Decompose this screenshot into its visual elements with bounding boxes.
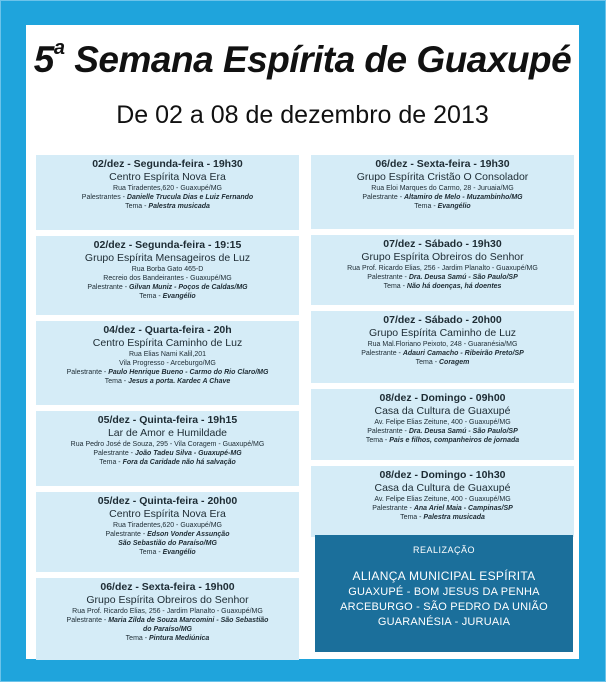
event-card (36, 409, 299, 486)
event-address: Rua Pedro José de Souza, 295 - Vila Coragem - Guaxupé/MG (70, 441, 265, 448)
poster-subtitle: De 02 a 08 de dezembro de 2013 (116, 101, 489, 129)
event-date: 06/dez - Sexta-feira - 19h00 (100, 581, 235, 593)
event-date: 05/dez - Quinta-feira - 20h00 (97, 495, 238, 507)
event-topic: Tema - Não há doenças, há doentes (383, 283, 502, 290)
realizacao-line: GUARANÉSIA - JURUAIA (377, 616, 511, 628)
realizacao-line: ALIANÇA MUNICIPAL ESPÍRITA (352, 569, 536, 583)
event-address: Rua Elias Nami Kalil,201 (128, 351, 207, 358)
event-card (311, 464, 574, 537)
event-speaker: Palestrante - Maria Zilda de Souza Marcomini - São Sebastião (66, 617, 269, 624)
event-speaker-2: São Sebastião do Paraíso/MG (118, 540, 217, 547)
event-topic: Tema - Palestra musicada (125, 203, 210, 210)
event-venue: Casa da Cultura de Guaxupé (374, 482, 511, 494)
event-address-2: Recreio dos Bandeirantes - Guaxupé/MG (103, 275, 232, 282)
event-venue: Centro Espírita Nova Era (109, 508, 226, 520)
event-date: 04/dez - Quarta-feira - 20h (103, 324, 232, 336)
event-card (311, 153, 574, 229)
event-speaker: Palestrante - Edson Vonder Assunção (105, 531, 230, 538)
poster-title: 5$^a$ Semana Espírita de Guaxupé (33, 37, 572, 80)
event-venue: Grupo Espírita Obreiros do Senhor (86, 594, 249, 606)
event-topic: Tema - Fora da Caridade não há salvação (99, 459, 236, 466)
event-speaker: Palestrante - João Tadeu Silva - Guaxupé-MG (93, 450, 242, 457)
event-address: Rua Eloi Marques do Carmo, 28 - Juruaia/MG (371, 185, 514, 192)
events-column-left (36, 153, 299, 664)
event-date: 08/dez - Domingo - 10h30 (379, 469, 506, 481)
realizacao-heading: REALIZAÇÃO (412, 545, 475, 555)
event-speaker: Palestrante - Dra. Deusa Samú - São Paulo/SP (367, 274, 518, 281)
event-topic: Tema - Jesus a porta. Kardec A Chave (104, 378, 231, 385)
realizacao-box (315, 535, 573, 652)
event-date: 07/dez - Sábado - 20h00 (383, 314, 502, 326)
event-date: 06/dez - Sexta-feira - 19h30 (375, 158, 510, 170)
event-card (36, 576, 299, 660)
event-speaker-2: do Paraíso/MG (142, 626, 192, 633)
event-venue: Grupo Espírita Cristão O Consolador (356, 171, 529, 183)
events-column-right (311, 153, 574, 541)
event-venue: Casa da Cultura de Guaxupé (374, 405, 511, 417)
event-speaker: Palestrante - Gilvan Muniz - Poços de Caldas/MG (87, 284, 248, 291)
event-venue: Grupo Espírita Obreiros do Senhor (361, 251, 524, 263)
realizacao-line: GUAXUPÉ - BOM JESUS DA PENHA (348, 586, 540, 598)
event-address: Rua Prof. Ricardo Elias, 256 - Jardim Planalto - Guaxupé/MG (72, 608, 263, 615)
event-speaker: Palestrante - Paulo Henrique Bueno - Carmo do Rio Claro/MG (66, 369, 269, 376)
event-card (36, 490, 299, 572)
event-topic: Tema - Pintura Mediúnica (125, 635, 210, 642)
event-address: Rua Tiradentes,620 - Guaxupé/MG (113, 185, 222, 192)
event-address: Rua Tiradentes,620 - Guaxupé/MG (113, 522, 222, 529)
event-topic: Tema - Pais e filhos, companheiros de jornada (365, 437, 520, 444)
event-speaker: Palestrantes - Danielle Trucula Dias e Luiz Fernando (81, 194, 254, 201)
event-venue: Lar de Amor e Humildade (107, 427, 228, 439)
event-address: Av. Felipe Elias Zeitune, 400 - Guaxupé/MG (374, 496, 511, 503)
event-card (311, 387, 574, 460)
event-topic: Tema - Evangélio (139, 293, 196, 300)
event-topic: Tema - Coragem (415, 359, 470, 366)
event-address-2: Vila Progresso - Arceburgo/MG (119, 360, 216, 367)
event-address: Rua Prof. Ricardo Elias, 256 - Jardim Planalto - Guaxupé/MG (347, 265, 538, 272)
event-card (311, 309, 574, 383)
event-venue: Centro Espírita Caminho de Luz (92, 337, 243, 349)
event-topic: Tema - Palestra musicada (400, 514, 485, 521)
event-venue: Grupo Espírita Caminho de Luz (368, 327, 517, 339)
event-topic: Tema - Evangélio (139, 549, 196, 556)
event-address: Rua Borba Gato 465-D (131, 266, 204, 273)
event-date: 02/dez - Segunda-feira - 19h30 (92, 158, 243, 170)
event-speaker: Palestrante - Adauri Camacho - Ribeirão Preto/SP (361, 350, 524, 357)
event-speaker: Palestrante - Dra. Deusa Samú - São Paulo/SP (367, 428, 518, 435)
event-topic: Tema - Evangélio (414, 203, 471, 210)
event-card (36, 234, 299, 315)
event-date: 07/dez - Sábado - 19h30 (383, 238, 502, 250)
event-venue: Centro Espírita Nova Era (109, 171, 226, 183)
event-speaker: Palestrante - Altamiro de Melo - Muzambinho/MG (362, 194, 523, 201)
event-card (311, 233, 574, 305)
event-venue: Grupo Espírita Mensageiros de Luz (84, 252, 251, 264)
event-speaker: Palestrante - Ana Ariel Maia - Campinas/SP (372, 505, 513, 512)
event-date: 02/dez - Segunda-feira - 19:15 (93, 239, 242, 251)
realizacao-line: ARCEBURGO - SÃO PEDRO DA UNIÃO (340, 601, 548, 613)
event-address: Av. Felipe Elias Zeitune, 400 - Guaxupé/MG (374, 419, 511, 426)
event-card (36, 153, 299, 230)
poster-panel (26, 25, 579, 659)
event-date: 05/dez - Quinta-feira - 19h15 (97, 414, 238, 426)
event-card (36, 319, 299, 405)
event-address: Rua Mal.Floriano Peixoto, 248 - Guaranésia/MG (367, 341, 518, 348)
event-date: 08/dez - Domingo - 09h00 (379, 392, 506, 404)
